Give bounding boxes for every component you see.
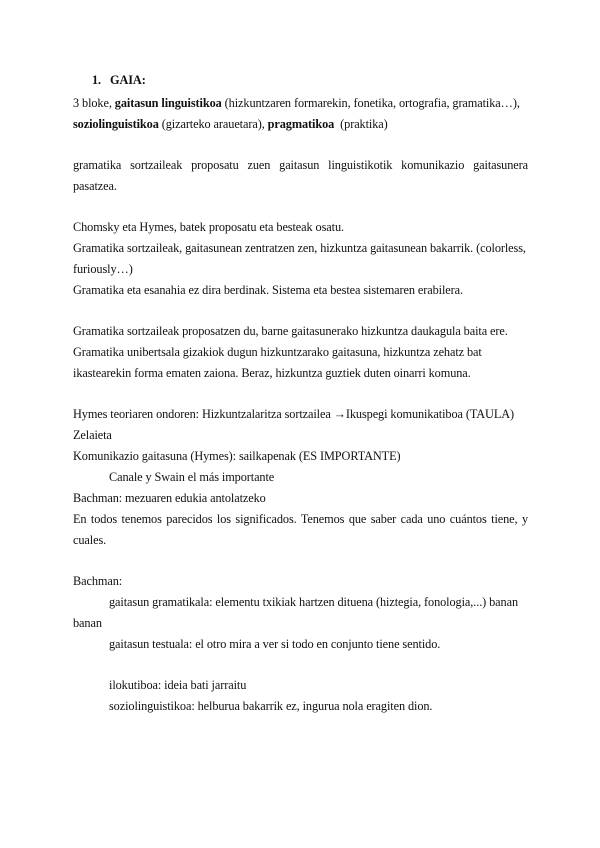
text-run: (hizkuntzaren formarekin, fonetika, ortografia, gramatika…), [221,96,520,110]
p5-hymes: Hymes teoriaren ondoren: Hizkuntzalaritza sortzailea →Ikuspegi komunikatiboa (TAULA) [73,407,515,421]
p5-todos-line-1: En todos tenemos parecidos los significados. Tenemos que saber cada uno cuántos tiene, y [73,512,528,526]
p1-line-2 [73,116,388,132]
heading-number: 1. [92,73,102,87]
p6-sozio: soziolinguistikoa: helburua bakarrik ez, ingurua nola eragiten dion. [109,699,433,713]
p1-line-1 [73,95,520,111]
p3-line-4: Gramatika eta esanahia ez dira berdinak. Sistema eta bestea sistemaren erabilera. [73,283,463,297]
heading-title: GAIA: [110,73,146,87]
p5-todos-line-2: cuales. [73,533,107,547]
p5-canale: Canale y Swain el más importante [109,470,275,484]
p4-line-3: ikastearekin forma ematen zaiona. Beraz, hizkuntza guztiek duten oinarri komuna. [73,366,471,380]
p3-line-3: furiously…) [73,262,133,276]
p4-line-2: Gramatika unibertsala gizakiok dugun hizkuntzarako gaitasuna, hizkuntza zehatz bat [73,345,482,359]
p6-testuala: gaitasun testuala: el otro mira a ver si todo en conjunto tiene sentido. [109,637,441,651]
bold-term: gaitasun linguistikoa [114,96,222,110]
p6-ilokutiboa: ilokutiboa: ideia bati jarraitu [109,678,247,692]
p6-gramatikala-line-1: gaitasun gramatikala: elementu txikiak hartzen dituena (hiztegia, fonologia,...) banan [109,595,518,609]
p3-line-2: Gramatika sortzaileak, gaitasunean zentratzen zen, hizkuntza gaitasunean bakarrik. (colorless, [73,241,526,255]
p3-line-1: Chomsky eta Hymes, batek proposatu eta besteak osatu. [73,220,344,234]
p4-line-1: Gramatika sortzaileak proposatzen du, barne gaitasunerako hizkuntza daukagula baita ere. [73,324,508,338]
p6-bachman: Bachman: [73,574,123,588]
p6-gramatikala-line-2: banan [73,616,102,630]
text-run: 3 bloke, [73,96,115,110]
text-run: (gizarteko arauetara), [158,117,268,131]
text-run: (praktika) [334,117,388,131]
bold-term: pragmatikoa [267,117,335,131]
bold-term: soziolinguistikoa [73,117,159,131]
p5-bachman: Bachman: mezuaren edukia antolatzeko [73,491,266,505]
p5-komunikazio: Komunikazio gaitasuna (Hymes): sailkapenak (ES IMPORTANTE) [73,449,401,463]
p5-zelaieta: Zelaieta [73,428,112,442]
p2-line-1: gramatika sortzaileak proposatu zuen gaitasun linguistikotik komunikazio gaitasunera [73,158,528,172]
section-heading [92,72,146,88]
p2-line-2: pasatzea. [73,179,117,193]
